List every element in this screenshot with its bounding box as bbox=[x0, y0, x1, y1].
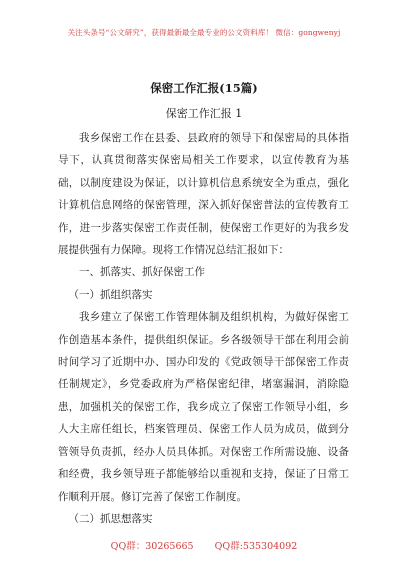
body-paragraph: 我乡建立了保密工作管理体制及组织机构，为做好保密工作创造基本条件，提供组织保证。乡各级领导干部在利用会前时间学习了近期中办、国办印发的《党政领导干部保密工作责任制规定》，乡党委政府为严格保密纪律，堵塞漏洞，消除隐患，加强机关的保密工作，我乡成立了保密工作领导小组，乡人大主席任组长，档案管理员、保密工作人员为成员，做到分管领导负责抓，经办人员具体抓。对保密工作所需设施、设备和经费，我乡领导班子都能够给以重视和支持，保证了日常工作顺利开展。修订完善了保密工作制度。 bbox=[58, 311, 349, 503]
subsection-heading: （二）抓思想落实 bbox=[68, 512, 153, 525]
footer-contacts bbox=[0, 538, 408, 552]
body-paragraph: 我乡保密工作在县委、县政府的领导下和保密局的具体指导下，认真贯彻落实保密局相关工作要求，以宣传教育为基础，以制度建设为保证，以计算机信息系统安全为重点，强化计算机信息网络的保密管理，深入抓好保密普法的宣传教育工作，进一步落实保密工作责任制，使保密工作更好的为我乡发展提供强有力保障。现将工作情况总结汇报如下： bbox=[58, 132, 349, 257]
document-subtitle: 保密工作汇报 1 bbox=[165, 107, 243, 120]
subsection-heading: （一）抓组织落实 bbox=[68, 288, 153, 301]
section-heading: 一、抓落实、抓好保密工作 bbox=[79, 266, 205, 279]
document-title: 保密工作汇报(15篇) bbox=[150, 81, 258, 95]
footer-qq-group-1: QQ群：30265665 bbox=[110, 541, 194, 552]
header-promo-text: 关注头条号“公文研究”，获得最新最全最专业的公文资料库！ 微信：gongwenyj bbox=[67, 28, 341, 37]
document-body bbox=[58, 127, 349, 530]
footer-qq-group-2: QQ群:535304092 bbox=[214, 541, 298, 552]
